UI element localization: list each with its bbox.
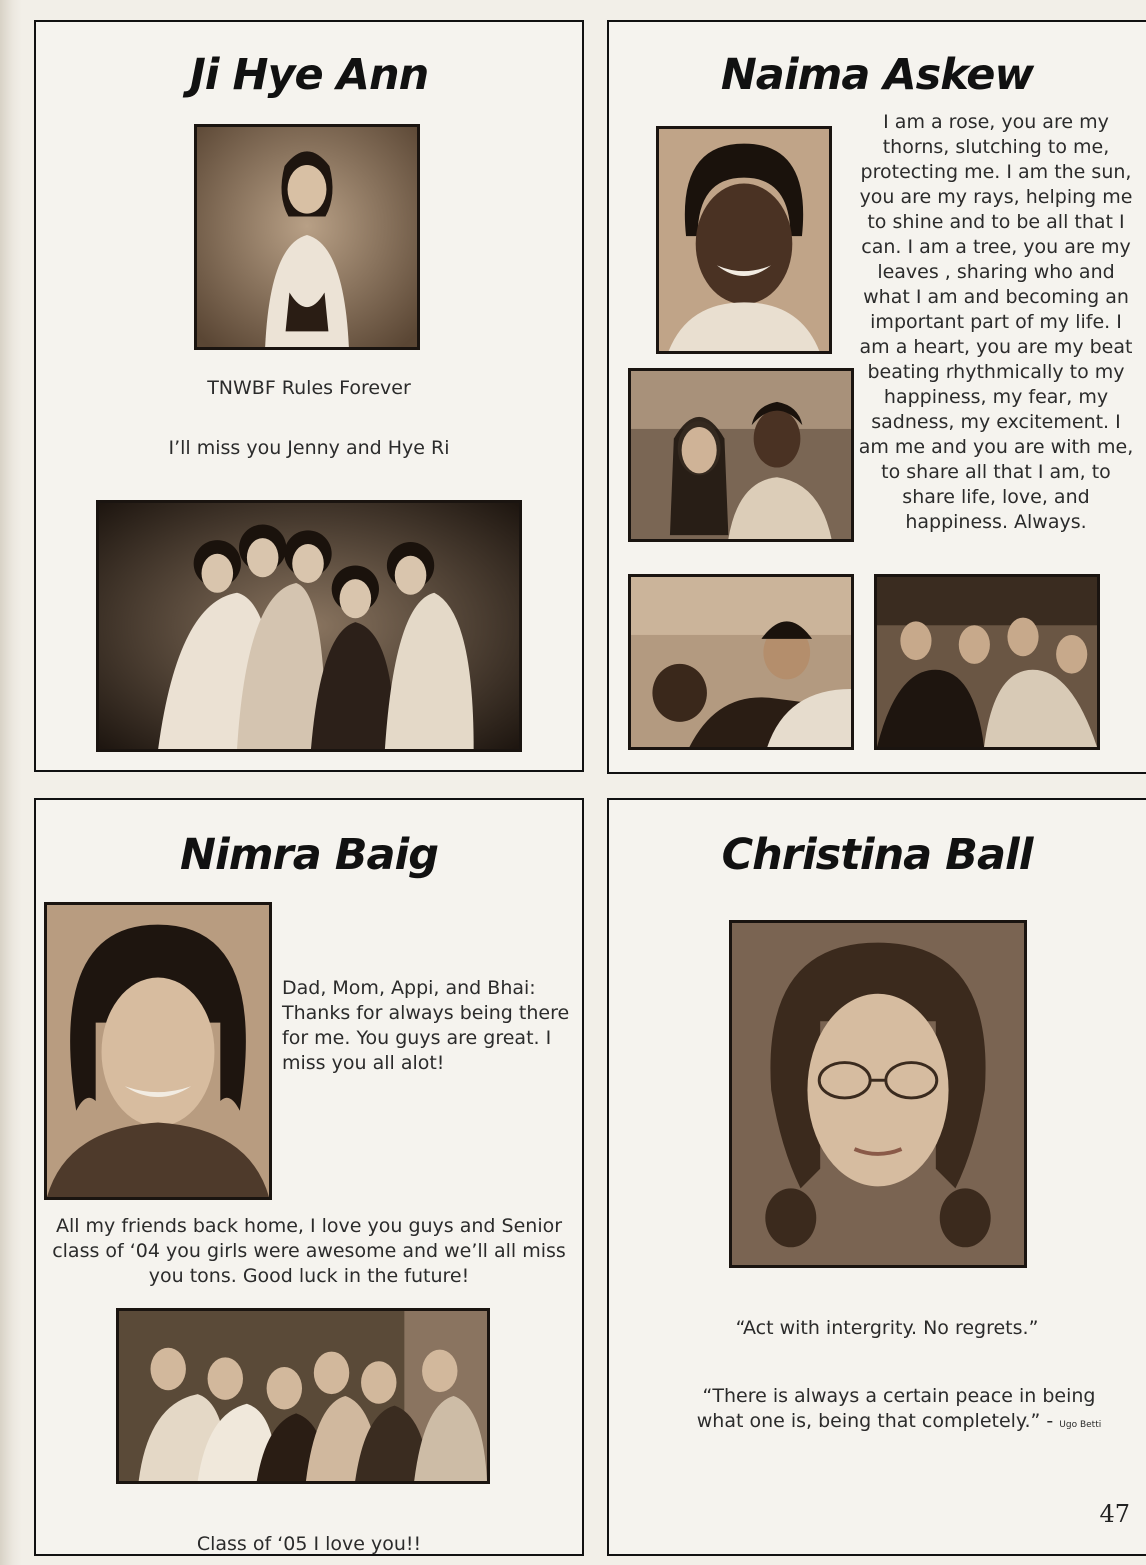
- student-panel-ji-hye-ann: [34, 20, 584, 772]
- quote-author: Ugo Betti: [1059, 1420, 1102, 1430]
- page-number: 47: [1099, 1500, 1130, 1528]
- caption-line: TNWBF Rules Forever: [207, 377, 411, 399]
- group-photo: [116, 1308, 490, 1484]
- student-name: Nimra Baig: [179, 830, 439, 880]
- student-name: Ji Hye Ann: [189, 50, 429, 100]
- student-panel-naima-askew: [607, 20, 1146, 774]
- portrait-photo: [729, 920, 1027, 1268]
- senior-message: I am a rose, you are my thorns, slutching to me, protecting me. I am the sun, you are my rays, helping me to shine and to be all that I can. I am a tree, you are my leaves , sharing who and what I am and becoming an important part of my life. I am a heart, you are my beat beating rhythmically to my happiness, my fear, my sadness, my excitement. I am me and you are with me, to share all that I am, to share life, love, and happiness. Always.: [858, 111, 1134, 533]
- friends-photo: [628, 368, 854, 542]
- group-photo: [96, 500, 522, 752]
- portrait-photo: [44, 902, 272, 1200]
- senior-message: Dad, Mom, Appi, and Bhai: Thanks for always being there for me. You guys are great. I miss you all alot!: [282, 977, 570, 1074]
- student-panel-christina-ball: [607, 798, 1146, 1556]
- quote-text: “There is always a certain peace in being what one is, being that completely.” -: [696, 1385, 1096, 1432]
- student-panel-nimra-baig: [34, 798, 584, 1556]
- page-binding-edge: [0, 0, 22, 1565]
- portrait-photo: [194, 124, 420, 350]
- friends-photo: [628, 574, 854, 750]
- portrait-photo: [656, 126, 832, 354]
- senior-message: All my friends back home, I love you guys and Senior class of ‘04 you girls were awesome and we’ll all miss you tons. Good luck in the future!: [52, 1215, 566, 1287]
- senior-message: Class of ‘05 I love you!!: [196, 1533, 422, 1555]
- senior-quote: [689, 1384, 1109, 1438]
- student-name: Christina Ball: [721, 830, 1033, 880]
- friends-photo: [874, 574, 1100, 750]
- student-name: Naima Askew: [720, 50, 1034, 100]
- caption-line: I’ll miss you Jenny and Hye Ri: [168, 437, 450, 459]
- senior-quote: “Act with intergrity. No regrets.”: [735, 1317, 1039, 1339]
